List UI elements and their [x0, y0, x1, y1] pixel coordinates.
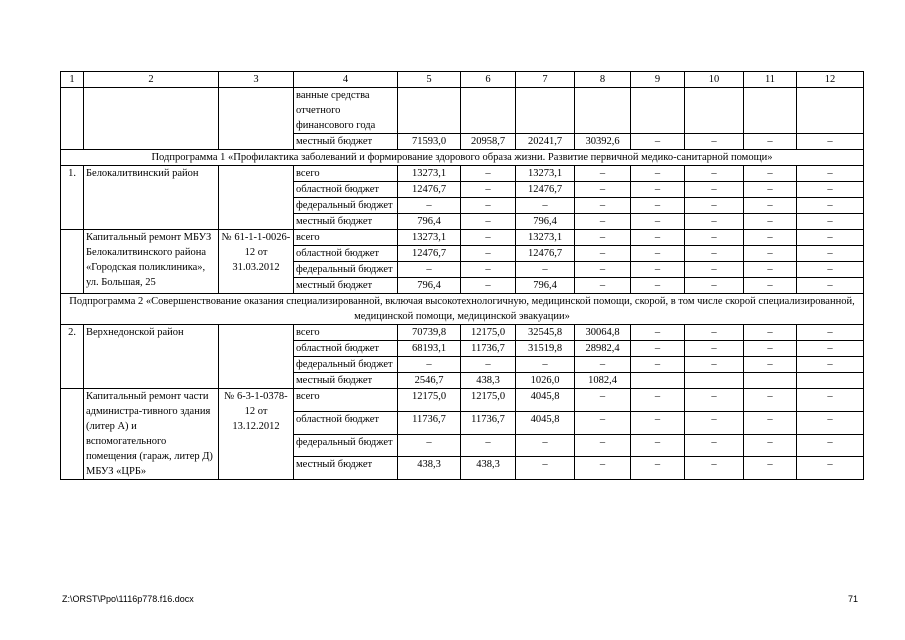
value-cell: – — [631, 262, 685, 278]
value-cell — [631, 373, 685, 389]
value-cell: – — [631, 411, 685, 434]
value-cell: – — [631, 230, 685, 246]
value-cell: 438,3 — [461, 373, 516, 389]
value-cell: – — [685, 166, 744, 182]
value-cell: 1082,4 — [575, 373, 631, 389]
value-cell: – — [797, 214, 864, 230]
subprogram-title: Подпрограмма 2 «Совершенствование оказания специализированной, включая высокотехнологичную, медицинской помощи, скорой, в том числе скорой специализированной, медицинской помощи, медицинской эвакуации» — [61, 294, 864, 325]
column-header: 1 — [61, 72, 84, 88]
value-cell: – — [685, 411, 744, 434]
value-cell: 11736,7 — [461, 411, 516, 434]
value-cell: 12476,7 — [516, 182, 575, 198]
value-cell: – — [744, 457, 797, 480]
funding-label: областной бюджет — [294, 411, 398, 434]
value-cell: – — [631, 357, 685, 373]
value-cell: – — [461, 166, 516, 182]
funding-label: федеральный бюджет — [294, 262, 398, 278]
value-cell: – — [575, 230, 631, 246]
value-cell — [744, 88, 797, 134]
object-name: Капитальный ремонт части администра-тивного здания (литер А) и вспомогательного помещения (гараж, литер Д) МБУЗ «ЦРБ» — [84, 389, 219, 480]
item-number: 2. — [61, 325, 84, 389]
funding-label: местный бюджет — [294, 278, 398, 294]
value-cell: – — [575, 434, 631, 457]
value-cell: – — [516, 262, 575, 278]
value-cell: – — [631, 278, 685, 294]
table-row — [61, 166, 864, 182]
value-cell: – — [797, 230, 864, 246]
object-name: Капитальный ремонт МБУЗ Белокалитвинского района «Городская поликлиника», ул. Большая, 25 — [84, 230, 219, 294]
item-number: 1. — [61, 166, 84, 230]
value-cell: – — [631, 246, 685, 262]
funding-label: местный бюджет — [294, 457, 398, 480]
value-cell: 12175,0 — [461, 389, 516, 412]
column-header: 3 — [219, 72, 294, 88]
subprogram-title: Подпрограмма 1 «Профилактика заболеваний и формирование здорового образа жизни. Развитие первичной медико-санитарной помощи» — [61, 150, 864, 166]
column-header: 10 — [685, 72, 744, 88]
value-cell: – — [575, 278, 631, 294]
value-cell — [797, 373, 864, 389]
value-cell: – — [744, 230, 797, 246]
value-cell: 30064,8 — [575, 325, 631, 341]
value-cell: – — [631, 182, 685, 198]
funding-label: местный бюджет — [294, 373, 398, 389]
value-cell: – — [797, 389, 864, 412]
funding-label: местный бюджет — [294, 214, 398, 230]
value-cell: – — [685, 198, 744, 214]
value-cell: 68193,1 — [398, 341, 461, 357]
column-header: 9 — [631, 72, 685, 88]
value-cell: – — [744, 411, 797, 434]
cell-doc — [219, 88, 294, 150]
value-cell: – — [575, 166, 631, 182]
value-cell: – — [744, 357, 797, 373]
value-cell: 12175,0 — [398, 389, 461, 412]
value-cell: – — [461, 230, 516, 246]
document-ref — [219, 325, 294, 389]
value-cell: – — [575, 246, 631, 262]
value-cell: – — [685, 246, 744, 262]
funding-label: всего — [294, 166, 398, 182]
value-cell: – — [744, 214, 797, 230]
value-cell: – — [461, 262, 516, 278]
value-cell: – — [461, 198, 516, 214]
value-cell: – — [797, 262, 864, 278]
object-name: Верхнедонской район — [84, 325, 219, 389]
value-cell: – — [398, 198, 461, 214]
column-header: 12 — [797, 72, 864, 88]
value-cell: – — [575, 411, 631, 434]
value-cell: – — [398, 434, 461, 457]
value-cell: – — [744, 182, 797, 198]
value-cell: 20241,7 — [516, 134, 575, 150]
value-cell — [516, 88, 575, 134]
value-cell: – — [575, 357, 631, 373]
value-cell: 28982,4 — [575, 341, 631, 357]
cell-num — [61, 88, 84, 150]
value-cell: – — [744, 389, 797, 412]
column-header: 4 — [294, 72, 398, 88]
value-cell: 796,4 — [398, 214, 461, 230]
funding-label: всего — [294, 325, 398, 341]
value-cell: – — [797, 246, 864, 262]
value-cell: – — [744, 262, 797, 278]
item-number — [61, 389, 84, 480]
value-cell: – — [631, 389, 685, 412]
value-cell: – — [575, 182, 631, 198]
value-cell: 31519,8 — [516, 341, 575, 357]
value-cell: 13273,1 — [516, 166, 575, 182]
value-cell: 70739,8 — [398, 325, 461, 341]
column-header: 8 — [575, 72, 631, 88]
table-row — [61, 88, 864, 134]
value-cell: – — [575, 262, 631, 278]
value-cell: – — [797, 278, 864, 294]
value-cell: – — [685, 389, 744, 412]
value-cell: – — [631, 214, 685, 230]
column-header: 7 — [516, 72, 575, 88]
value-cell — [744, 373, 797, 389]
value-cell: – — [631, 341, 685, 357]
value-cell: – — [797, 457, 864, 480]
value-cell: 2546,7 — [398, 373, 461, 389]
table-row — [61, 389, 864, 412]
value-cell: – — [685, 214, 744, 230]
value-cell: 11736,7 — [461, 341, 516, 357]
value-cell: – — [631, 198, 685, 214]
column-header: 5 — [398, 72, 461, 88]
value-cell — [685, 88, 744, 134]
value-cell: – — [575, 198, 631, 214]
value-cell: – — [685, 230, 744, 246]
value-cell: – — [461, 214, 516, 230]
value-cell — [797, 88, 864, 134]
value-cell: – — [631, 134, 685, 150]
value-cell: – — [575, 457, 631, 480]
value-cell: 12476,7 — [398, 182, 461, 198]
value-cell: 4045,8 — [516, 389, 575, 412]
value-cell: – — [797, 325, 864, 341]
value-cell: – — [797, 166, 864, 182]
value-cell: – — [516, 434, 575, 457]
value-cell: – — [516, 457, 575, 480]
funding-label: местный бюджет — [294, 134, 398, 150]
funding-label: всего — [294, 230, 398, 246]
value-cell: 12476,7 — [516, 246, 575, 262]
funding-label: всего — [294, 389, 398, 412]
value-cell: – — [685, 357, 744, 373]
funding-label: федеральный бюджет — [294, 357, 398, 373]
value-cell — [575, 88, 631, 134]
funding-label: ванные средства отчетного финансового года — [294, 88, 398, 134]
value-cell: – — [797, 182, 864, 198]
value-cell: – — [685, 134, 744, 150]
object-name: Белокалитвинский район — [84, 166, 219, 230]
value-cell: – — [516, 198, 575, 214]
value-cell: – — [797, 357, 864, 373]
value-cell: – — [744, 278, 797, 294]
value-cell: – — [797, 134, 864, 150]
value-cell: – — [461, 357, 516, 373]
value-cell: 13273,1 — [516, 230, 575, 246]
value-cell: 12476,7 — [398, 246, 461, 262]
subprogram-row — [61, 294, 864, 325]
value-cell: – — [744, 246, 797, 262]
value-cell: 796,4 — [516, 214, 575, 230]
value-cell: – — [685, 434, 744, 457]
value-cell: – — [398, 357, 461, 373]
column-header: 2 — [84, 72, 219, 88]
value-cell: – — [685, 182, 744, 198]
value-cell: – — [744, 198, 797, 214]
file-path: Z:\ORST\Ppo\1116p778.f16.docx — [62, 594, 194, 604]
value-cell: – — [797, 411, 864, 434]
value-cell — [461, 88, 516, 134]
value-cell — [631, 88, 685, 134]
value-cell: – — [685, 262, 744, 278]
value-cell: – — [685, 341, 744, 357]
funding-label: федеральный бюджет — [294, 198, 398, 214]
budget-table — [60, 71, 864, 480]
header-row — [61, 72, 864, 88]
value-cell: 20958,7 — [461, 134, 516, 150]
value-cell: – — [631, 434, 685, 457]
value-cell: – — [461, 434, 516, 457]
page-number: 71 — [847, 594, 858, 604]
value-cell: – — [461, 246, 516, 262]
value-cell: – — [461, 278, 516, 294]
subprogram-row — [61, 150, 864, 166]
document-ref — [219, 166, 294, 230]
value-cell: – — [631, 325, 685, 341]
value-cell: – — [685, 278, 744, 294]
funding-label: областной бюджет — [294, 182, 398, 198]
value-cell: – — [744, 325, 797, 341]
value-cell: – — [631, 457, 685, 480]
value-cell: – — [685, 457, 744, 480]
column-header: 11 — [744, 72, 797, 88]
value-cell: 1026,0 — [516, 373, 575, 389]
value-cell: 13273,1 — [398, 166, 461, 182]
value-cell: 796,4 — [398, 278, 461, 294]
value-cell: 30392,6 — [575, 134, 631, 150]
value-cell: – — [744, 434, 797, 457]
value-cell: 4045,8 — [516, 411, 575, 434]
value-cell: – — [797, 434, 864, 457]
document-ref: № 61-1-1-0026-12 от 31.03.2012 — [219, 230, 294, 294]
value-cell: 12175,0 — [461, 325, 516, 341]
document-ref: № 6-3-1-0378-12 от 13.12.2012 — [219, 389, 294, 480]
value-cell: – — [744, 134, 797, 150]
value-cell: 71593,0 — [398, 134, 461, 150]
funding-label: областной бюджет — [294, 246, 398, 262]
item-number — [61, 230, 84, 294]
value-cell: – — [631, 166, 685, 182]
value-cell: – — [797, 198, 864, 214]
value-cell: – — [575, 214, 631, 230]
value-cell: – — [744, 341, 797, 357]
value-cell: 32545,8 — [516, 325, 575, 341]
funding-label: федеральный бюджет — [294, 434, 398, 457]
value-cell: – — [461, 182, 516, 198]
value-cell: – — [398, 262, 461, 278]
value-cell: – — [744, 166, 797, 182]
column-header: 6 — [461, 72, 516, 88]
value-cell — [398, 88, 461, 134]
value-cell: 438,3 — [398, 457, 461, 480]
value-cell — [685, 373, 744, 389]
value-cell: 13273,1 — [398, 230, 461, 246]
value-cell: 11736,7 — [398, 411, 461, 434]
value-cell: – — [685, 325, 744, 341]
value-cell: – — [797, 341, 864, 357]
table-row — [61, 325, 864, 341]
value-cell: – — [575, 389, 631, 412]
table-row — [61, 230, 864, 246]
cell-name — [84, 88, 219, 150]
value-cell: – — [516, 357, 575, 373]
funding-label: областной бюджет — [294, 341, 398, 357]
value-cell: 796,4 — [516, 278, 575, 294]
value-cell: 438,3 — [461, 457, 516, 480]
